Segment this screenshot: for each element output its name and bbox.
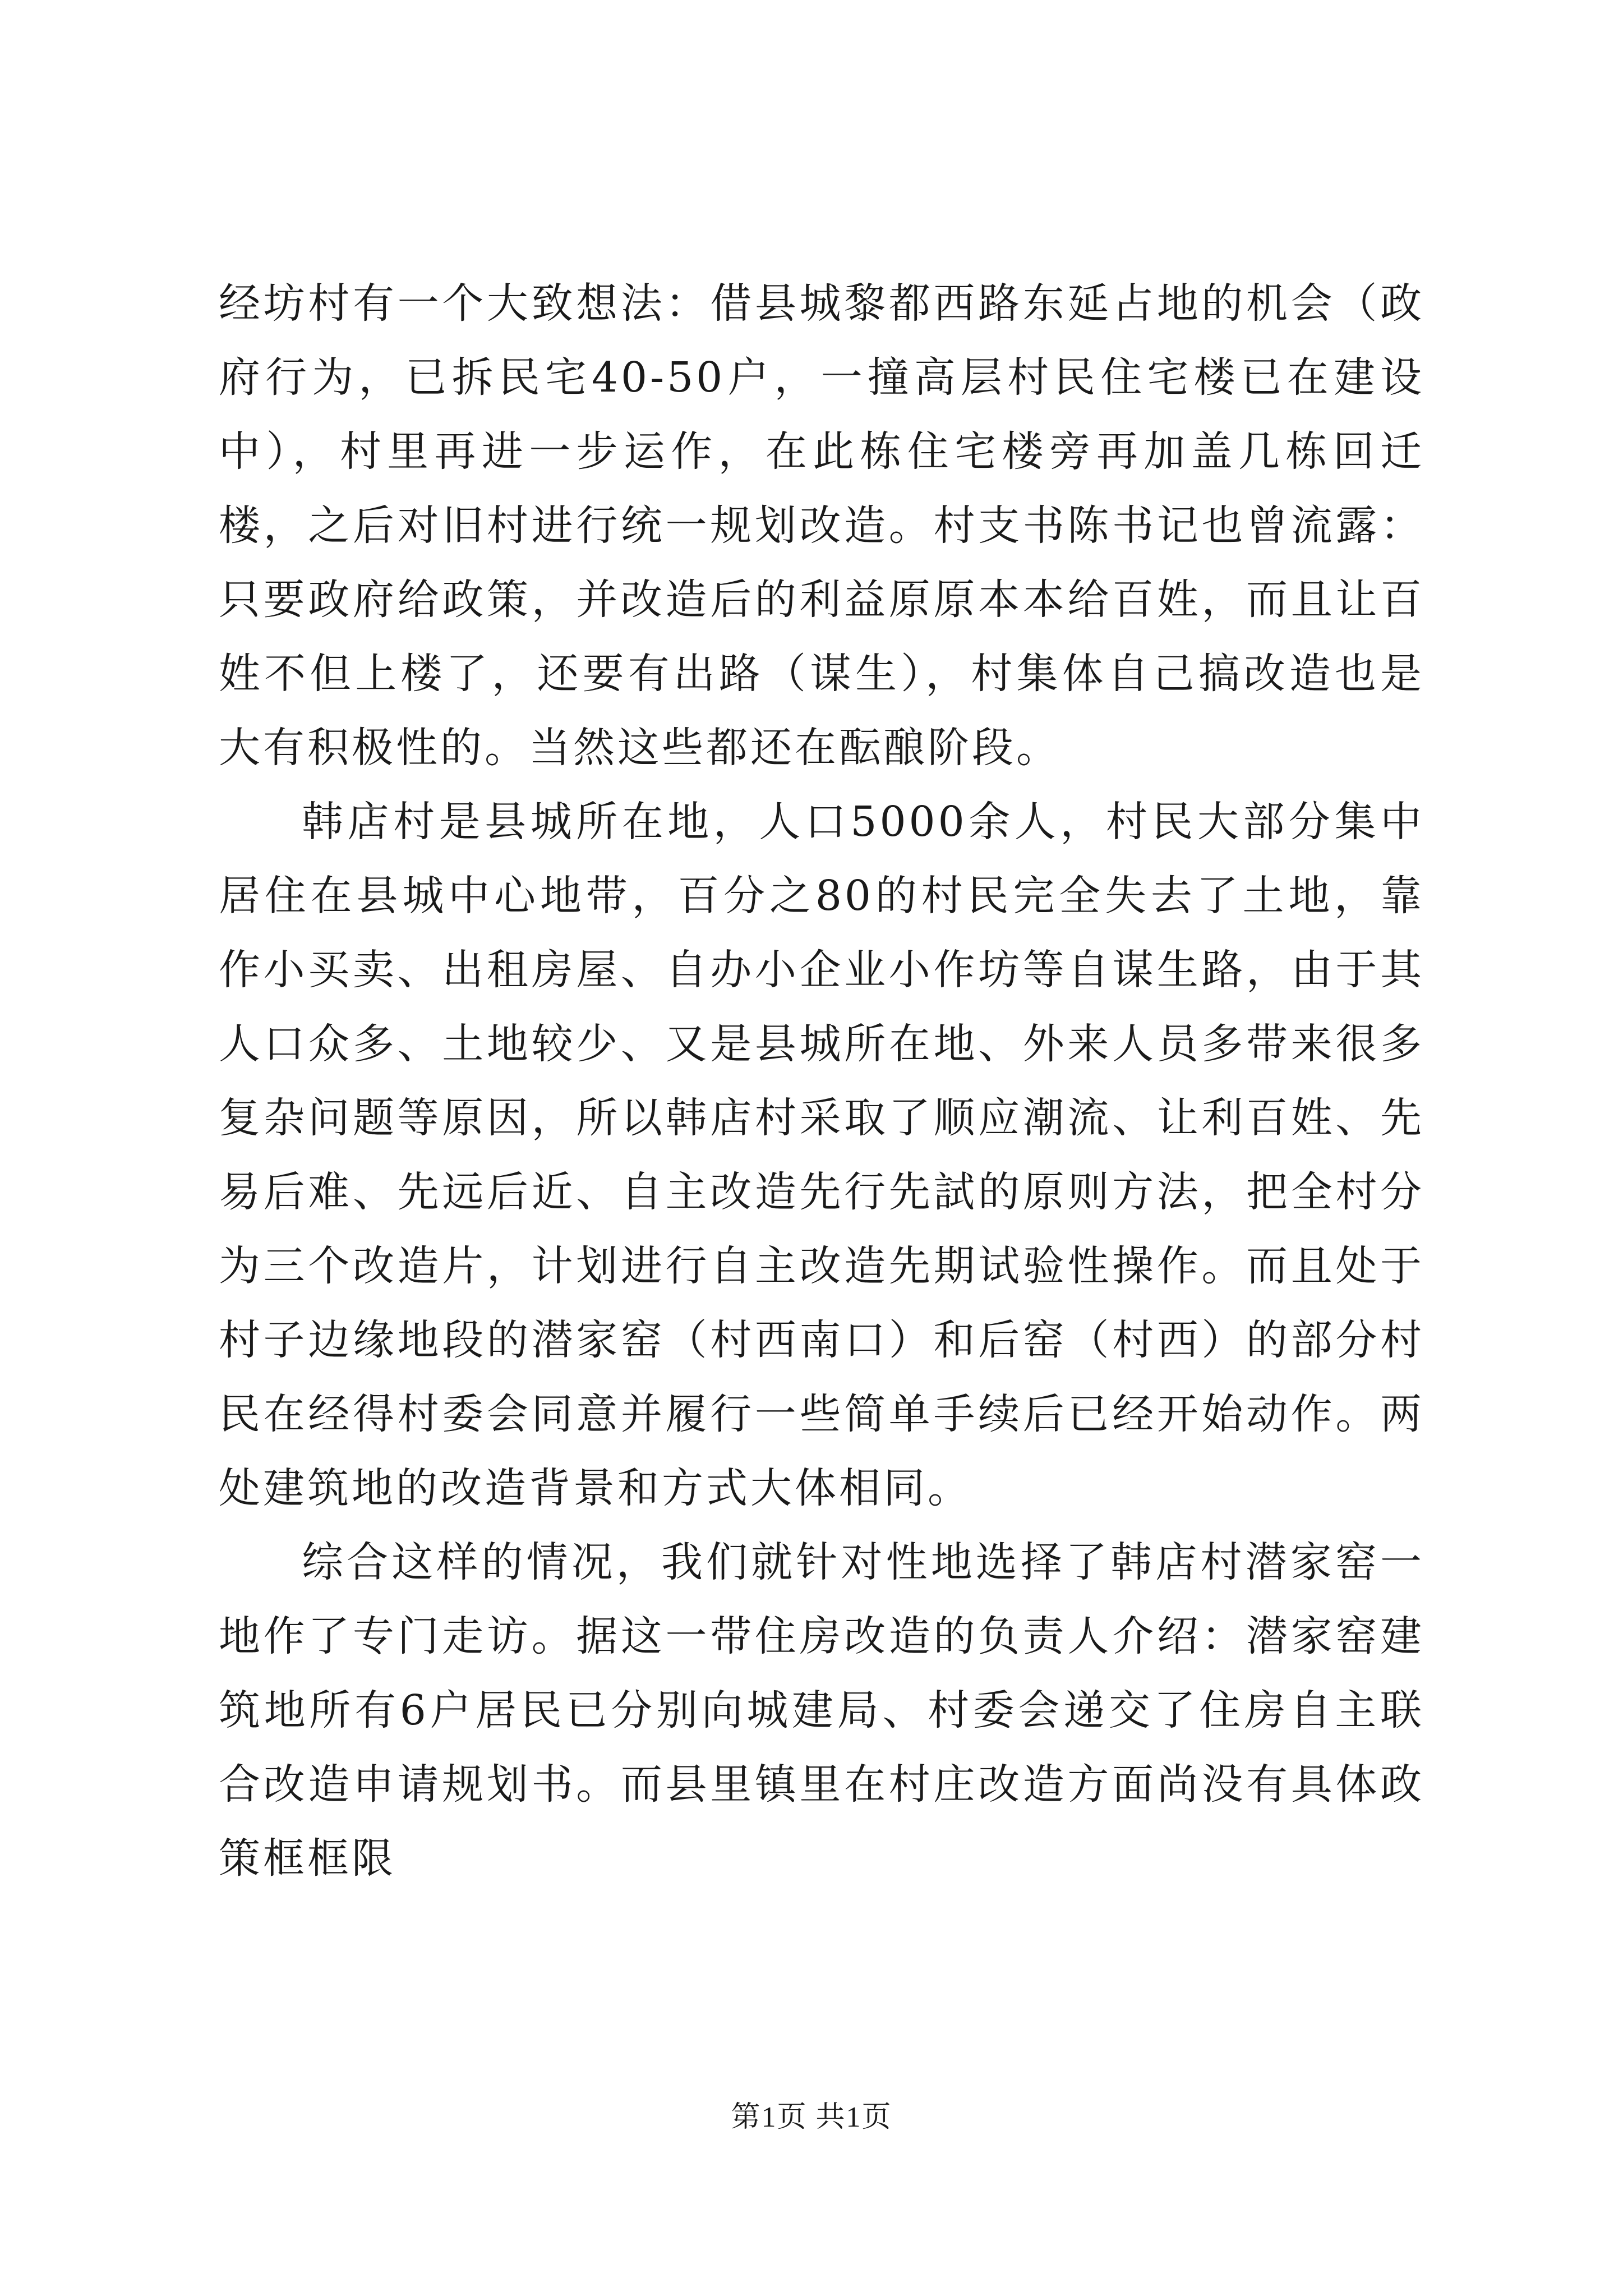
page-footer: 第1页 共1页 <box>731 2101 892 2133</box>
document-body <box>219 266 1424 1895</box>
paragraph-1: 经坊村有一个大致想法：借县城黎都西路东延占地的机会（政府行为，已拆民宅40-50户，一撞高层村民住宅楼已在建设中），村里再进一步运作，在此栋住宅楼旁再加盖几栋回迁楼，之后对旧村进行统一规划改造。村支书陈书记也曾流露：只要政府给政策，并改造后的利益原原本本给百姓，而且让百姓不但上楼了，还要有出路（谋生），村集体自己搞改造也是大有积极性的。当然这些都还在酝酿阶段。 <box>219 279 1424 772</box>
paragraph-3: 综合这样的情况，我们就针对性地选择了韩店村潜家窑一地作了专门走访。据这一带住房改造的负责人介绍：潜家窑建筑地所有6户居民已分别向城建局、村委会递交了住房自主联合改造申请规划书。而县里镇里在村庄改造方面尚没有具体政策框框限 <box>219 1538 1424 1883</box>
paragraph-2: 韩店村是县城所在地，人口5000余人，村民大部分集中居住在县城中心地带，百分之80的村民完全失去了土地，靠作小买卖、出租房屋、自办小企业小作坊等自谋生路，由于其人口众多、土地较少、又是县城所在地、外来人员多带来很多复杂问题等原因，所以韩店村采取了顺应潮流、让利百姓、先易后难、先远后近、自主改造先行先試的原则方法，把全村分为三个改造片，计划进行自主改造先期试验性操作。而且处于村子边缘地段的潜家窑（村西南口）和后窑（村西）的部分村民在经得村委会同意并履行一些简单手续后已经开始动作。两处建筑地的改造背景和方式大体相同。 <box>219 798 1424 1512</box>
